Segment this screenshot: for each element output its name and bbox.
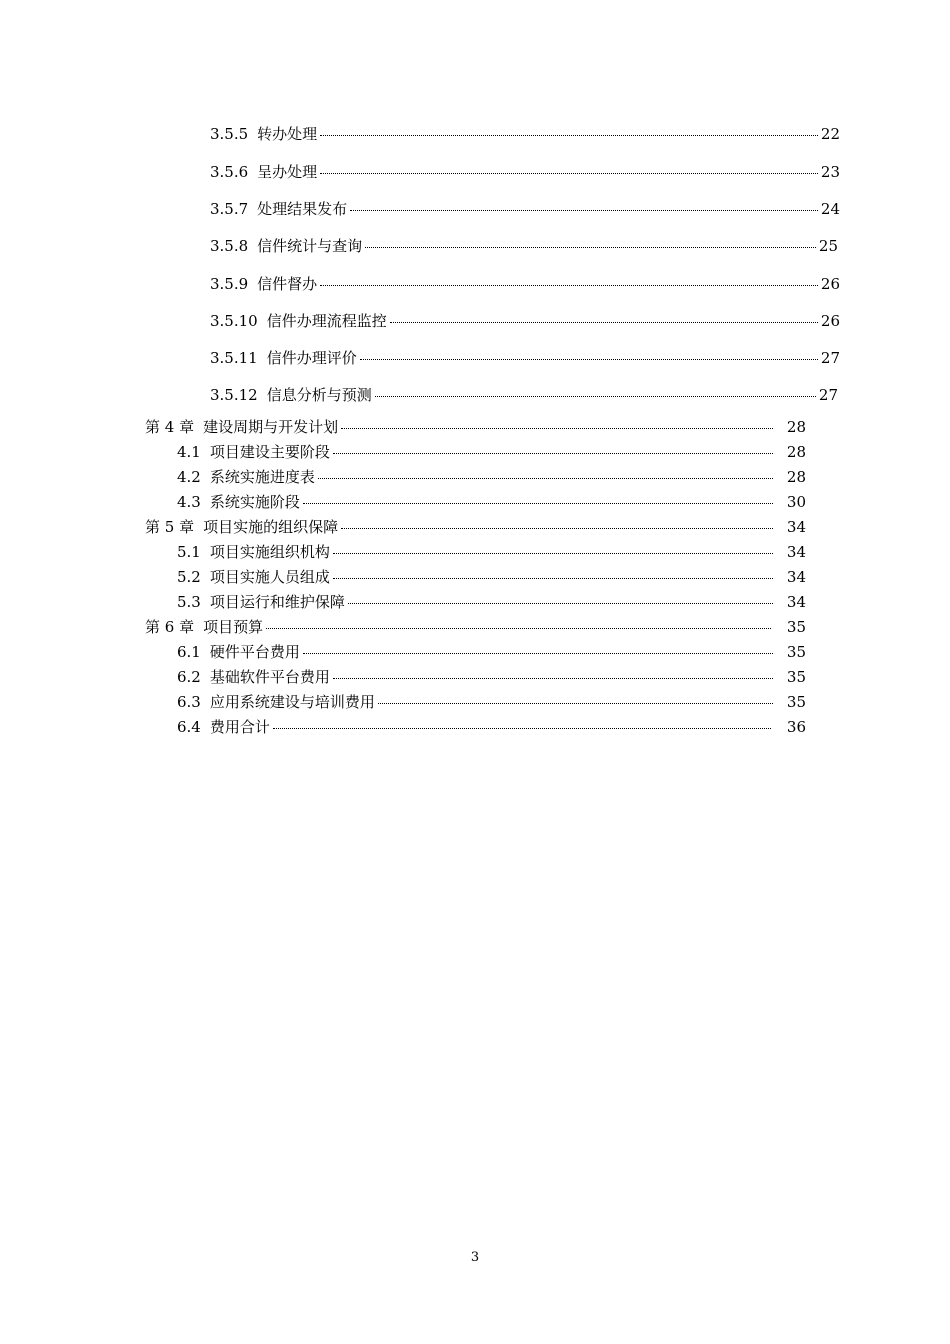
toc-entry-page: 27 xyxy=(818,386,838,404)
toc-entry-title: 系统实施进度表 xyxy=(209,468,315,486)
toc-leader-dots xyxy=(320,173,818,174)
toc-entry[interactable] xyxy=(177,592,806,612)
toc-entry-title: 项目预算 xyxy=(203,618,264,636)
toc-entry-title: 项目建设主要阶段 xyxy=(209,443,330,461)
toc-leader-dots xyxy=(333,553,773,554)
toc-entry-page: 26 xyxy=(820,275,840,293)
toc-entry-title: 应用系统建设与培训费用 xyxy=(209,693,375,711)
toc-entry[interactable] xyxy=(210,348,840,368)
toc-leader-dots xyxy=(320,285,818,286)
toc-chapter-entry[interactable] xyxy=(145,517,806,537)
toc-leader-dots xyxy=(318,478,773,479)
toc-leader-dots xyxy=(333,678,773,679)
toc-entry-title: 信件督办 xyxy=(257,275,318,293)
toc-entry-number: 6.3 xyxy=(177,693,201,711)
toc-entry-number: 6.1 xyxy=(177,643,201,661)
toc-entry[interactable] xyxy=(210,199,840,219)
toc-entry-number: 第 6 章 xyxy=(145,618,195,636)
toc-entry-title: 项目实施人员组成 xyxy=(209,568,330,586)
toc-entry-number: 3.5.8 xyxy=(210,237,249,255)
toc-entry[interactable] xyxy=(210,311,840,331)
toc-entry-page: 25 xyxy=(818,237,838,255)
toc-entry-title: 项目实施的组织保障 xyxy=(203,518,339,536)
toc-entry-title: 基础软件平台费用 xyxy=(209,668,330,686)
toc-entry-title: 项目实施组织机构 xyxy=(209,543,330,561)
toc-entry[interactable] xyxy=(177,492,806,512)
toc-leader-dots xyxy=(365,247,816,248)
page-number: 3 xyxy=(470,1250,480,1265)
toc-entry-number: 6.4 xyxy=(177,718,201,736)
toc-entry[interactable] xyxy=(177,567,806,587)
toc-leader-dots xyxy=(350,210,818,211)
toc-entry[interactable] xyxy=(177,667,806,687)
toc-entry-number: 4.2 xyxy=(177,468,201,486)
toc-entry[interactable] xyxy=(210,385,838,405)
toc-leader-dots xyxy=(266,628,771,629)
toc-chapter-entry[interactable] xyxy=(145,617,806,637)
toc-leader-dots xyxy=(375,396,816,397)
toc-entry-page: 28 xyxy=(786,443,806,461)
toc-entry-page: 22 xyxy=(820,125,840,143)
toc-leader-dots xyxy=(378,703,773,704)
toc-entry-title: 系统实施阶段 xyxy=(209,493,300,511)
toc-entry-number: 3.5.12 xyxy=(210,386,258,404)
toc-entry-number: 3.5.5 xyxy=(210,125,249,143)
toc-entry-page: 28 xyxy=(786,418,806,436)
toc-entry-title: 信息分析与预测 xyxy=(266,386,372,404)
toc-entry-title: 建设周期与开发计划 xyxy=(203,418,339,436)
toc-entry-page: 30 xyxy=(786,493,806,511)
toc-leader-dots xyxy=(341,528,773,529)
toc-entry-page: 27 xyxy=(820,349,840,367)
toc-leader-dots xyxy=(333,453,773,454)
toc-leader-dots xyxy=(333,578,773,579)
toc-entry[interactable] xyxy=(177,717,806,737)
toc-leader-dots xyxy=(390,322,818,323)
toc-entry-page: 34 xyxy=(786,593,806,611)
toc-entry-number: 3.5.11 xyxy=(210,349,258,367)
toc-entry[interactable] xyxy=(177,542,806,562)
toc-entry-number: 3.5.9 xyxy=(210,275,249,293)
toc-entry-page: 35 xyxy=(786,618,806,636)
toc-entry[interactable] xyxy=(177,692,806,712)
toc-entry-title: 信件统计与查询 xyxy=(257,237,363,255)
toc-entry-page: 24 xyxy=(820,200,840,218)
toc-entry-page: 34 xyxy=(786,568,806,586)
toc-leader-dots xyxy=(320,135,818,136)
toc-leader-dots xyxy=(273,728,771,729)
toc-entry-number: 4.1 xyxy=(177,443,201,461)
toc-entry[interactable] xyxy=(210,124,840,144)
toc-entry-title: 信件办理评价 xyxy=(266,349,357,367)
toc-entry-number: 5.2 xyxy=(177,568,201,586)
toc-entry-page: 28 xyxy=(786,468,806,486)
toc-leader-dots xyxy=(348,603,773,604)
toc-entry-title: 硬件平台费用 xyxy=(209,643,300,661)
toc-entry-page: 23 xyxy=(820,163,840,181)
toc-entry-number: 4.3 xyxy=(177,493,201,511)
toc-entry-title: 呈办处理 xyxy=(257,163,318,181)
toc-entry-title: 费用合计 xyxy=(209,718,270,736)
toc-entry-page: 35 xyxy=(786,693,806,711)
toc-leader-dots xyxy=(303,503,773,504)
toc-entry[interactable] xyxy=(210,274,840,294)
toc-entry-page: 26 xyxy=(820,312,840,330)
toc-entry[interactable] xyxy=(177,642,806,662)
toc-entry[interactable] xyxy=(210,236,838,256)
toc-entry[interactable] xyxy=(177,467,806,487)
toc-entry-page: 36 xyxy=(786,718,806,736)
toc-entry[interactable] xyxy=(177,442,806,462)
toc-entry-title: 处理结果发布 xyxy=(257,200,348,218)
toc-entry-number: 第 4 章 xyxy=(145,418,195,436)
toc-entry-page: 35 xyxy=(786,668,806,686)
toc-entry-page: 34 xyxy=(786,543,806,561)
toc-leader-dots xyxy=(303,653,773,654)
toc-entry-page: 35 xyxy=(786,643,806,661)
toc-entry-number: 第 5 章 xyxy=(145,518,195,536)
toc-entry-number: 5.3 xyxy=(177,593,201,611)
toc-leader-dots xyxy=(341,428,773,429)
toc-entry-number: 3.5.6 xyxy=(210,163,249,181)
toc-entry-number: 3.5.7 xyxy=(210,200,249,218)
toc-entry-title: 转办处理 xyxy=(257,125,318,143)
toc-entry-title: 信件办理流程监控 xyxy=(266,312,387,330)
toc-entry-number: 5.1 xyxy=(177,543,201,561)
toc-entry-number: 6.2 xyxy=(177,668,201,686)
toc-entry-title: 项目运行和维护保障 xyxy=(209,593,345,611)
toc-entry-number: 3.5.10 xyxy=(210,312,258,330)
toc-entry-page: 34 xyxy=(786,518,806,536)
toc-chapter-entry[interactable] xyxy=(145,417,806,437)
toc-entry[interactable] xyxy=(210,162,840,182)
toc-leader-dots xyxy=(360,359,818,360)
